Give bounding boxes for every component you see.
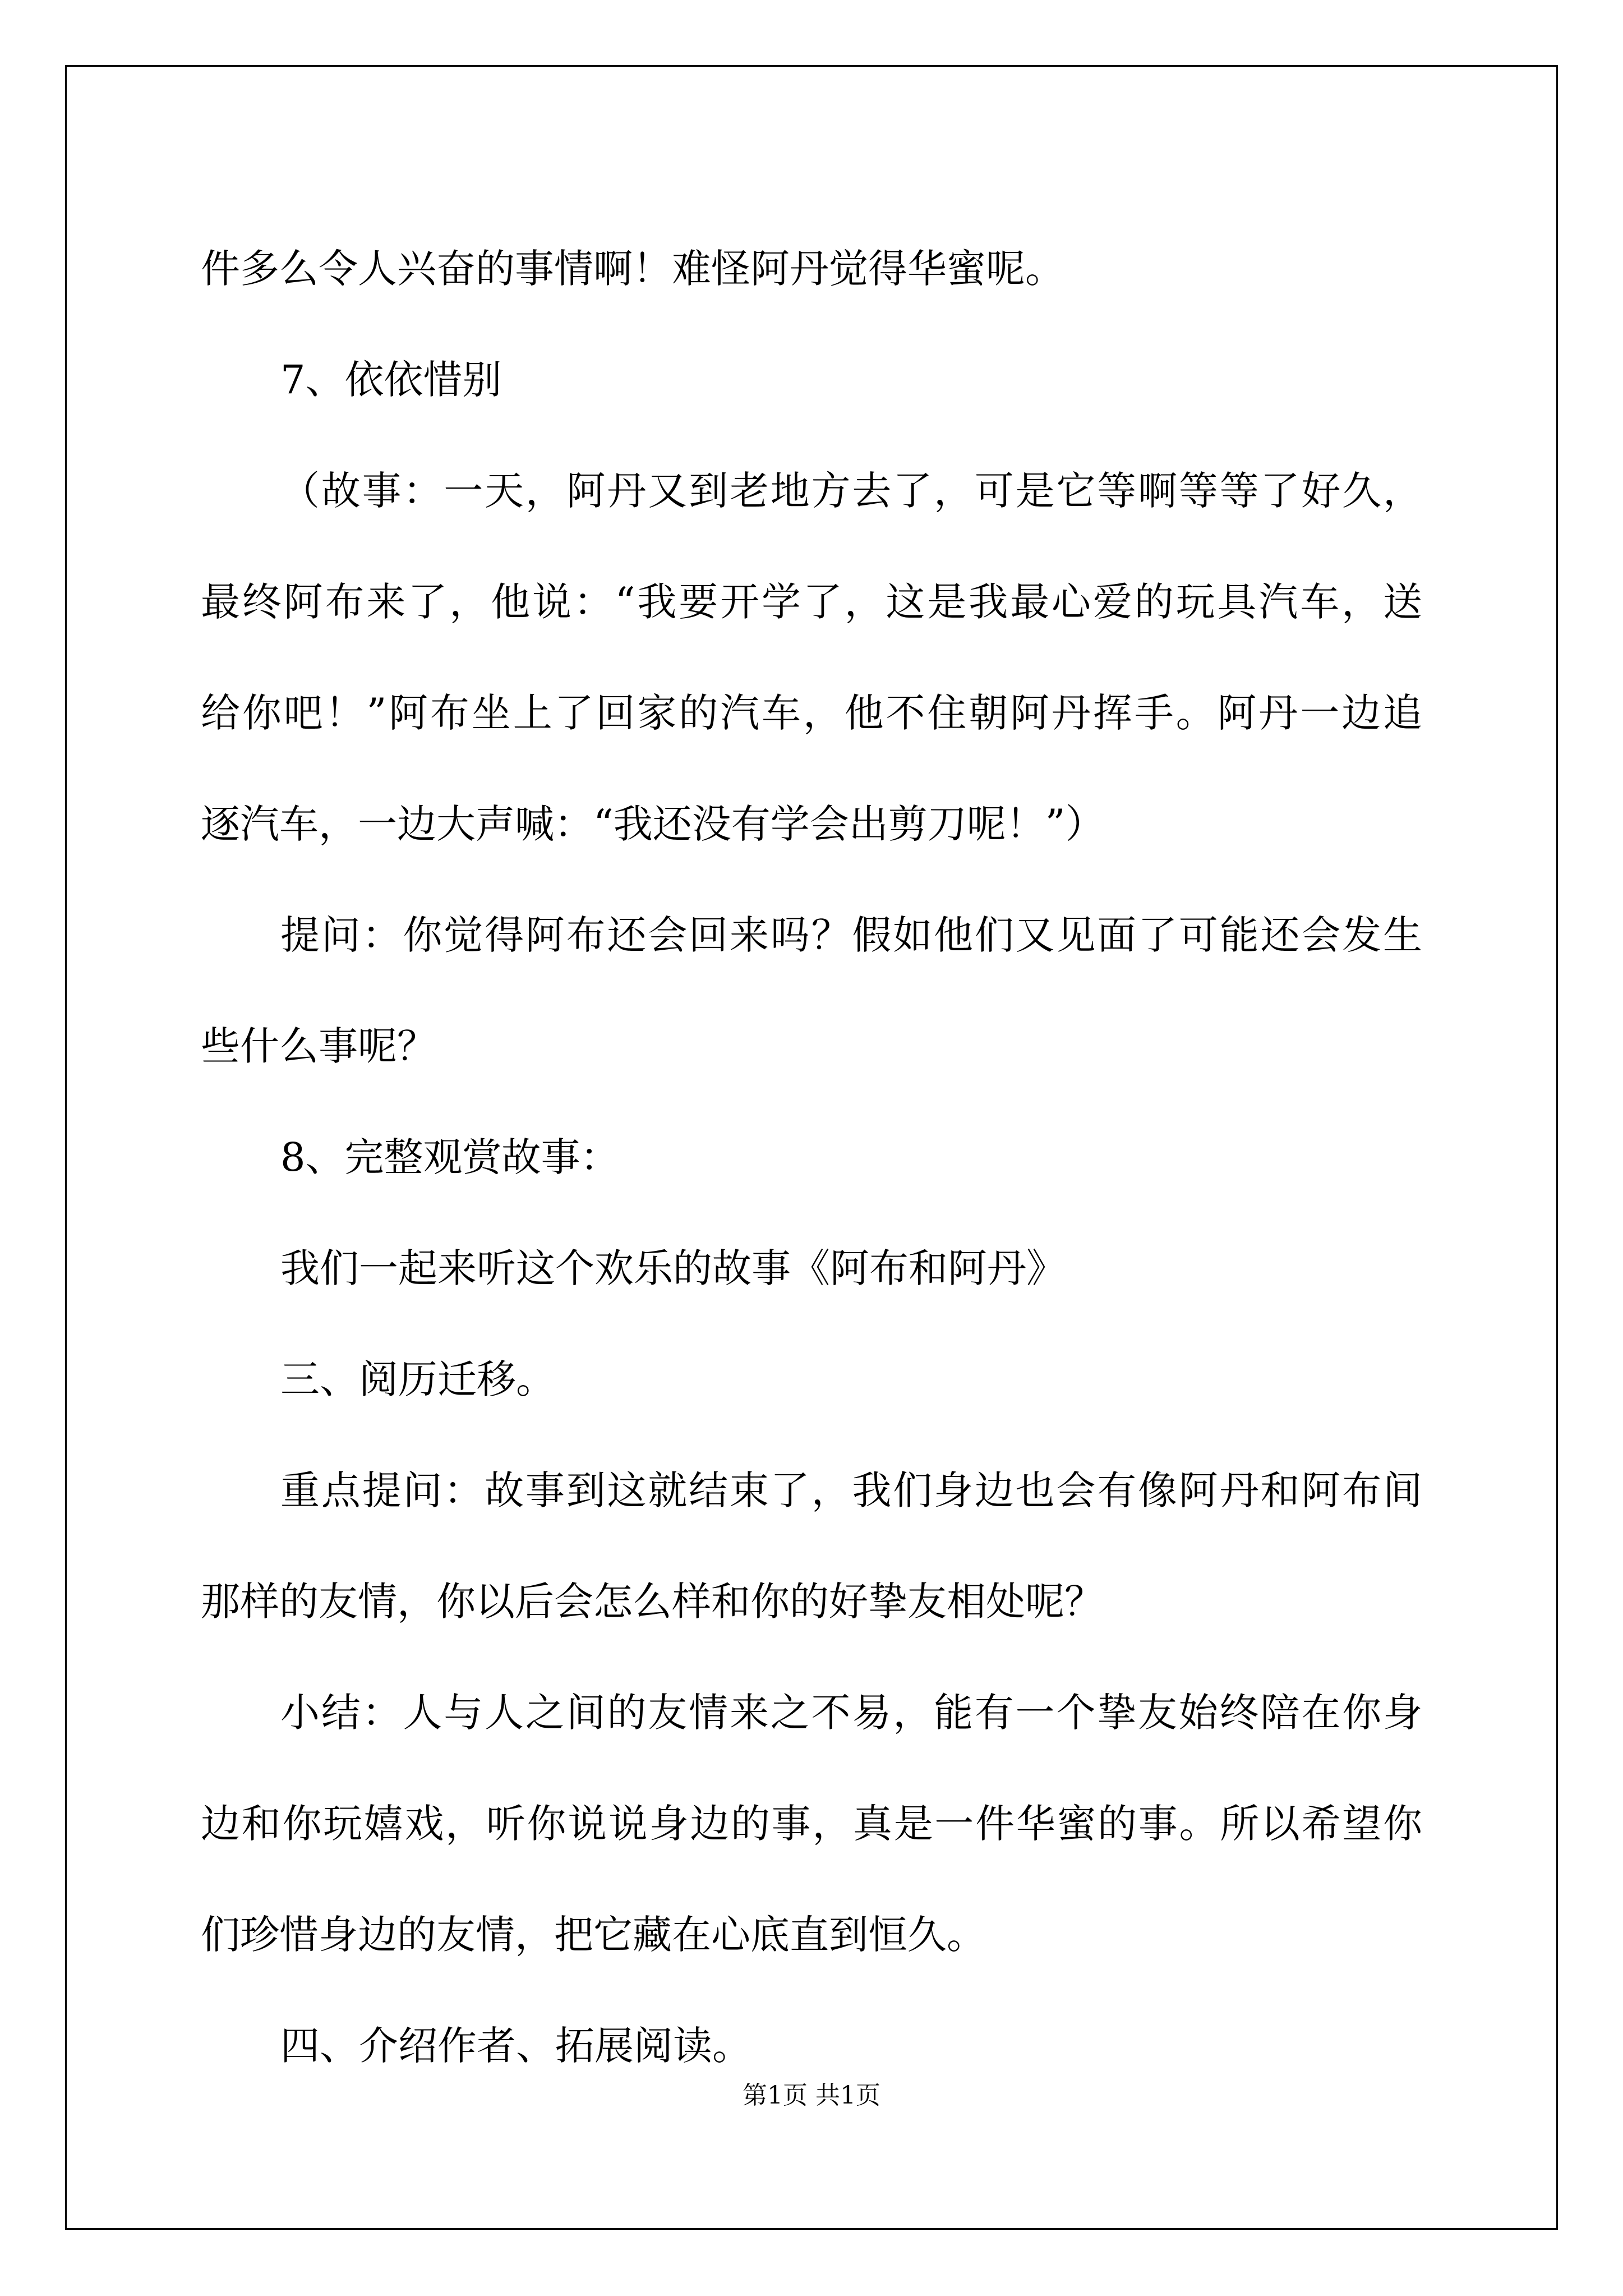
paragraph <box>201 213 1422 324</box>
text-line: （故事：一天，阿丹又到老地方去了，可是它等啊等等了好久， <box>280 468 1422 514</box>
text-line: 我们一起来听这个欢乐的故事《阿布和阿丹》 <box>280 1245 1066 1291</box>
page-number-footer: 第1页 共1页 <box>743 2081 880 2110</box>
text-line: 重点提问：故事到这就结束了，我们身边也会有像阿丹和阿布间 <box>280 1467 1422 1513</box>
section-heading <box>201 1324 1422 1435</box>
text-line: 8、完整观赏故事： <box>280 1134 620 1180</box>
text-line: 边和你玩嬉戏，听你说说身边的事，真是一件华蜜的事。所以希望你 <box>201 1801 1422 1847</box>
text-line: 件多么令人兴奋的事情啊！难怪阿丹觉得华蜜呢。 <box>201 246 1064 292</box>
text-line: 7、依依惜别 <box>280 357 502 403</box>
paragraph <box>201 1435 1422 1657</box>
text-line: 们珍惜身边的友情，把它藏在心底直到恒久。 <box>201 1912 986 1958</box>
text-line: 四、介绍作者、拓展阅读。 <box>280 2023 751 2069</box>
section-heading <box>201 1102 1422 1213</box>
paragraph <box>201 1213 1422 1324</box>
paragraph <box>201 1657 1422 1990</box>
text-line: 最终阿布来了，他说：“我要开学了，这是我最心爱的玩具汽车，送 <box>201 579 1422 625</box>
text-line: 逐汽车，一边大声喊：“我还没有学会出剪刀呢！”） <box>201 801 1105 847</box>
section-heading <box>201 324 1422 435</box>
paragraph <box>201 435 1422 880</box>
text-line: 提问：你觉得阿布还会回来吗？假如他们又见面了可能还会发生 <box>280 912 1422 958</box>
paragraph <box>201 880 1422 1102</box>
text-line: 三、阅历迁移。 <box>280 1356 555 1402</box>
text-line: 给你吧！”阿布坐上了回家的汽车，他不住朝阿丹挥手。阿丹一边追 <box>201 690 1422 736</box>
document-body <box>201 213 1422 2101</box>
text-line: 那样的友情，你以后会怎么样和你的好挚友相处呢？ <box>201 1579 1104 1625</box>
text-line: 小结：人与人之间的友情来之不易，能有一个挚友始终陪在你身 <box>280 1690 1422 1736</box>
text-line: 些什么事呢？ <box>201 1023 436 1069</box>
